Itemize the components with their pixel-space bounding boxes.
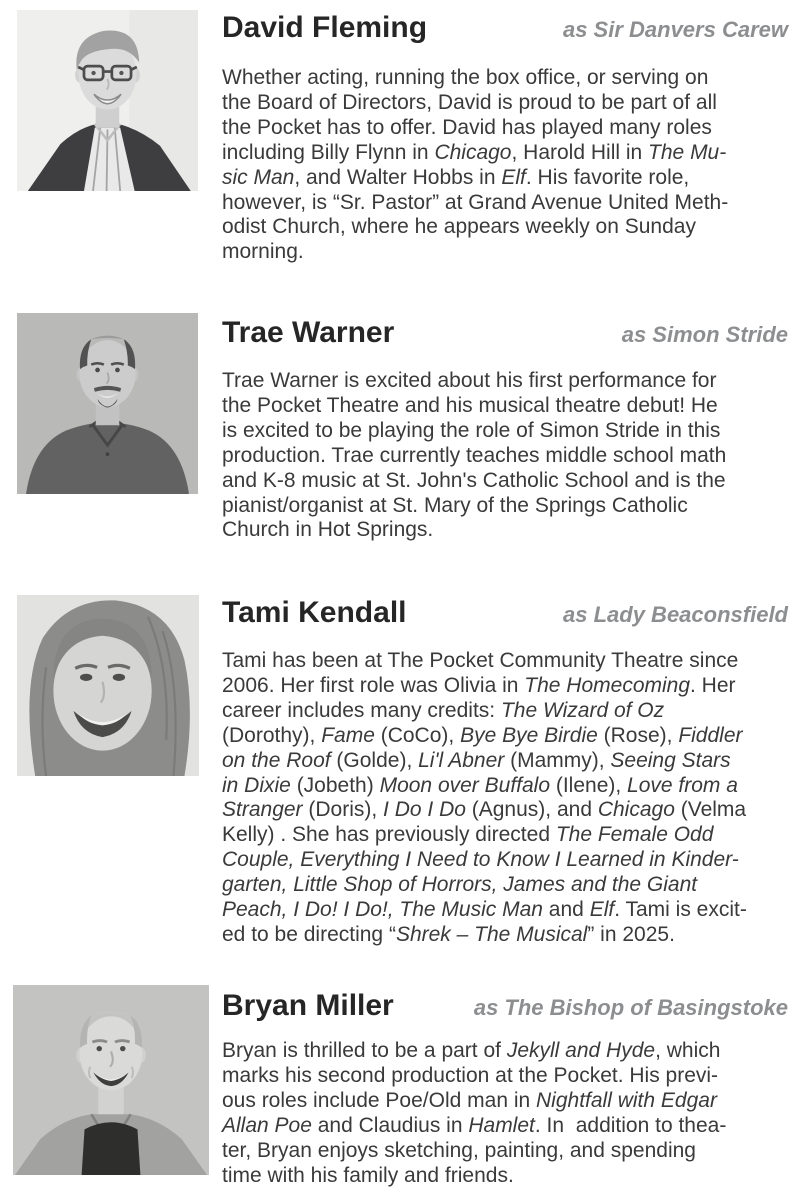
headshot-photo-tami-kendall [17,595,199,776]
actor-bio: Whether acting, running the box office, or serving on the Board of Directors, David is proud to be part of all the Pocket has to offer. David has played many roles including Billy Flynn in Chicago, Harold Hill in The Mu- sic Man, and Walter Hobbs in Elf. His favorite role, however, is “Sr. Pastor” at Grand Avenue United Meth- odist Church, where he appears weekly on Sunday morning. [222,66,729,264]
headshot-photo-trae-warner [17,313,198,494]
headshot-illustration [17,10,198,191]
character-role: as The Bishop of Basingstoke [473,995,788,1020]
headshot-illustration [17,313,198,494]
headshot-photo-david-fleming [17,10,198,191]
actor-bio: Trae Warner is excited about his first performance for the Pocket Theatre and his musical theatre debut! He is excited to be playing the role of Simon Stride in this production. Trae currently teaches middle school math and K-8 music at St. John's Catholic School and is the pianist/organist at St. Mary of the Springs Catholic Church in Hot Springs. [222,369,727,542]
cast-entry-header [222,11,788,44]
actor-name: Trae Warner [222,316,395,349]
cast-entry-header [222,596,788,629]
actor-bio: Tami has been at The Pocket Community Theatre since 2006. Her first role was Olivia in The Homecoming. Her career includes many credits: The Wizard of Oz (Dorothy), Fame (CoCo), Bye Bye Birdie (Rose), Fiddler on the Roof (Golde), Li'l Abner (Mammy), Seeing Stars in Dixie (Jobeth) Moon over Buffalo (Ilene), Love from a Stranger (Doris), I Do I Do (Agnus), and Chicago (Velma Kelly) . She has previously directed The Female Odd Couple, Everything I Need to Know I Learned in Kinder- garten, Little Shop of Horrors, James and the Giant Peach, I Do! I Do!, The Music Man and Elf. Tami is excit- ed to be directing “Shrek – The Musical” in 2025. [222,649,747,946]
character-role: as Lady Beaconsfield [563,602,788,627]
cast-entry-header [222,316,788,349]
headshot-illustration [13,985,209,1175]
headshot-illustration [17,595,199,776]
actor-name: Tami Kendall [222,596,407,629]
actor-name: Bryan Miller [222,989,394,1022]
character-role: as Sir Danvers Carew [562,17,788,42]
character-role: as Simon Stride [621,322,788,347]
headshot-photo-bryan-miller [13,985,209,1175]
actor-name: David Fleming [222,11,428,44]
cast-entry-header [222,989,788,1022]
actor-bio: Bryan is thrilled to be a part of Jekyll and Hyde, which marks his second production at the Pocket. His previ- ous roles include Poe/Old man in Nightfall with Edgar Allan Poe and Claudius in Hamlet. In addition to thea- ter, Bryan enjoys sketching, painting, and spending time with his family and friends. [222,1039,727,1187]
